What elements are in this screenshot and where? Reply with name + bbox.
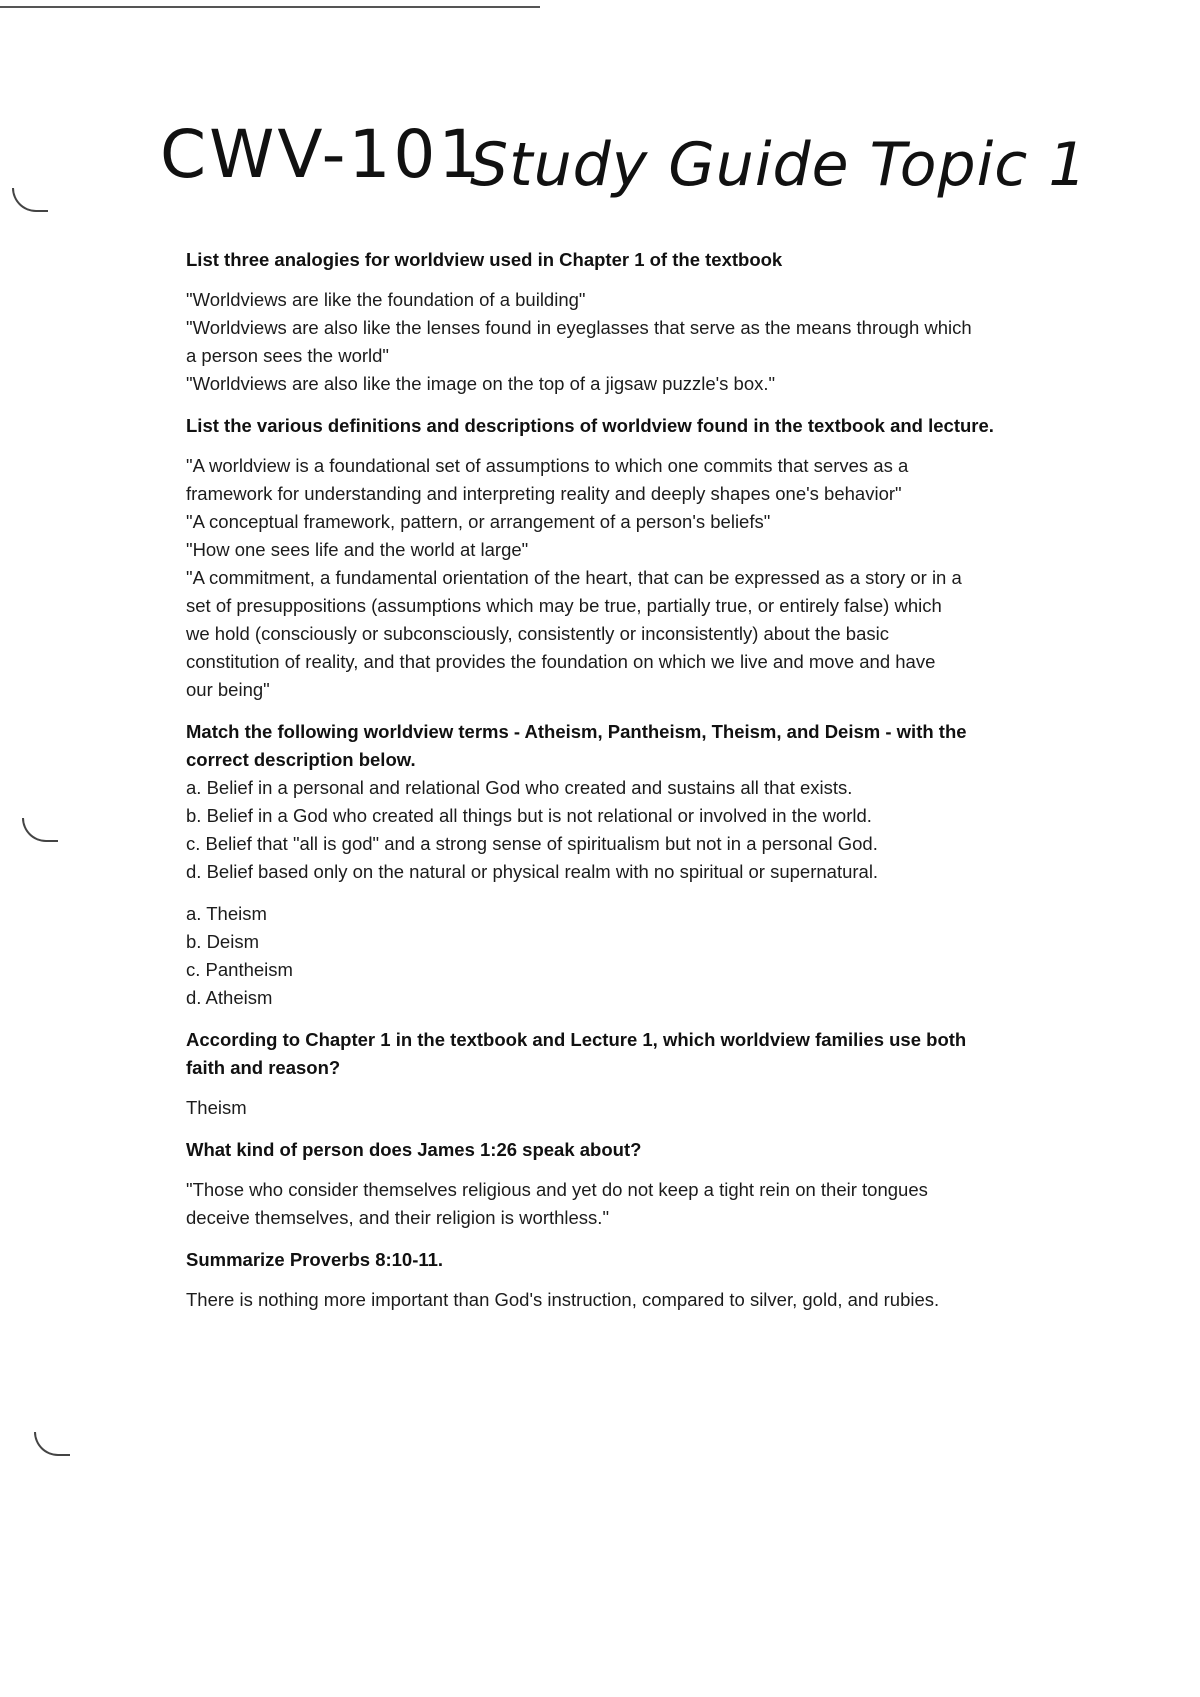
definition-line: "A worldview is a foundational set of assumptions to which one commits that serves as a [186, 455, 909, 476]
question-matching [186, 718, 1036, 774]
definition-line: constitution of reality, and that provides the foundation on which we live and move and have [186, 651, 936, 672]
question-james: What kind of person does James 1:26 speak about? [186, 1139, 642, 1160]
question-definitions: List the various definitions and descriptions of worldview found in the textbook and lecture. [186, 415, 994, 436]
answer-item: d. Atheism [186, 987, 273, 1008]
punch-hole-mark-middle [22, 818, 58, 842]
question-matching-line: Match the following worldview terms - Atheism, Pantheism, Theism, and Deism - with the [186, 721, 967, 742]
question-faith-reason-line: faith and reason? [186, 1057, 341, 1078]
faith-reason-answer: Theism [186, 1097, 247, 1118]
guide-heading: Study Guide Topic 1 [470, 130, 1088, 200]
answer-item: b. Deism [186, 931, 259, 952]
study-guide-content [186, 246, 1036, 1328]
answer-faith-reason [186, 1094, 1036, 1122]
description-item: b. Belief in a God who created all things but is not relational or involved in the world. [186, 805, 872, 826]
description-item: a. Belief in a personal and relational God who created and sustains all that exists. [186, 777, 853, 798]
james-line: "Those who consider themselves religious and yet do not keep a tight rein on their tongues [186, 1179, 928, 1200]
question-analogies: List three analogies for worldview used in Chapter 1 of the textbook [186, 249, 783, 270]
proverbs-answer: There is nothing more important than God's instruction, compared to silver, gold, and rubies. [186, 1289, 940, 1310]
question-faith-reason [186, 1026, 1036, 1082]
analogy-line: a person sees the world" [186, 345, 389, 366]
punch-hole-mark-bottom [34, 1432, 70, 1456]
answer-item: a. Theism [186, 903, 267, 924]
course-code: CWV-101 [160, 116, 484, 193]
question-faith-reason-line: According to Chapter 1 in the textbook and Lecture 1, which worldview families use both [186, 1029, 967, 1050]
description-item: c. Belief that "all is god" and a strong sense of spiritualism but not in a personal God. [186, 833, 878, 854]
definition-line: "A conceptual framework, pattern, or arrangement of a person's beliefs" [186, 511, 771, 532]
answer-proverbs [186, 1286, 1036, 1314]
definition-line: framework for understanding and interpreting reality and deeply shapes one's behavior" [186, 483, 902, 504]
question-matching-line: correct description below. [186, 749, 416, 770]
analogy-line: "Worldviews are also like the lenses found in eyeglasses that serve as the means through which [186, 317, 972, 338]
analogy-line: "Worldviews are like the foundation of a building" [186, 289, 586, 310]
definition-line: set of presuppositions (assumptions which may be true, partially true, or entirely false) which [186, 595, 942, 616]
punch-hole-mark-top [12, 188, 48, 212]
handwritten-title [160, 95, 1088, 215]
james-line: deceive themselves, and their religion is worthless." [186, 1207, 610, 1228]
matching-answers [186, 900, 1036, 1012]
definition-line: "A commitment, a fundamental orientation of the heart, that can be expressed as a story or in a [186, 567, 962, 588]
description-item: d. Belief based only on the natural or physical realm with no spiritual or supernatural. [186, 861, 879, 882]
matching-descriptions [186, 774, 1036, 886]
answer-james [186, 1176, 1036, 1232]
definition-line: our being" [186, 679, 270, 700]
scan-top-rule [0, 6, 540, 8]
definition-line: "How one sees life and the world at large" [186, 539, 529, 560]
analogy-line: "Worldviews are also like the image on the top of a jigsaw puzzle's box." [186, 373, 776, 394]
answer-analogies [186, 286, 1036, 398]
answer-definitions [186, 452, 1036, 704]
definition-line: we hold (consciously or subconsciously, consistently or inconsistently) about the basic [186, 623, 889, 644]
answer-item: c. Pantheism [186, 959, 293, 980]
question-proverbs: Summarize Proverbs 8:10-11. [186, 1249, 444, 1270]
